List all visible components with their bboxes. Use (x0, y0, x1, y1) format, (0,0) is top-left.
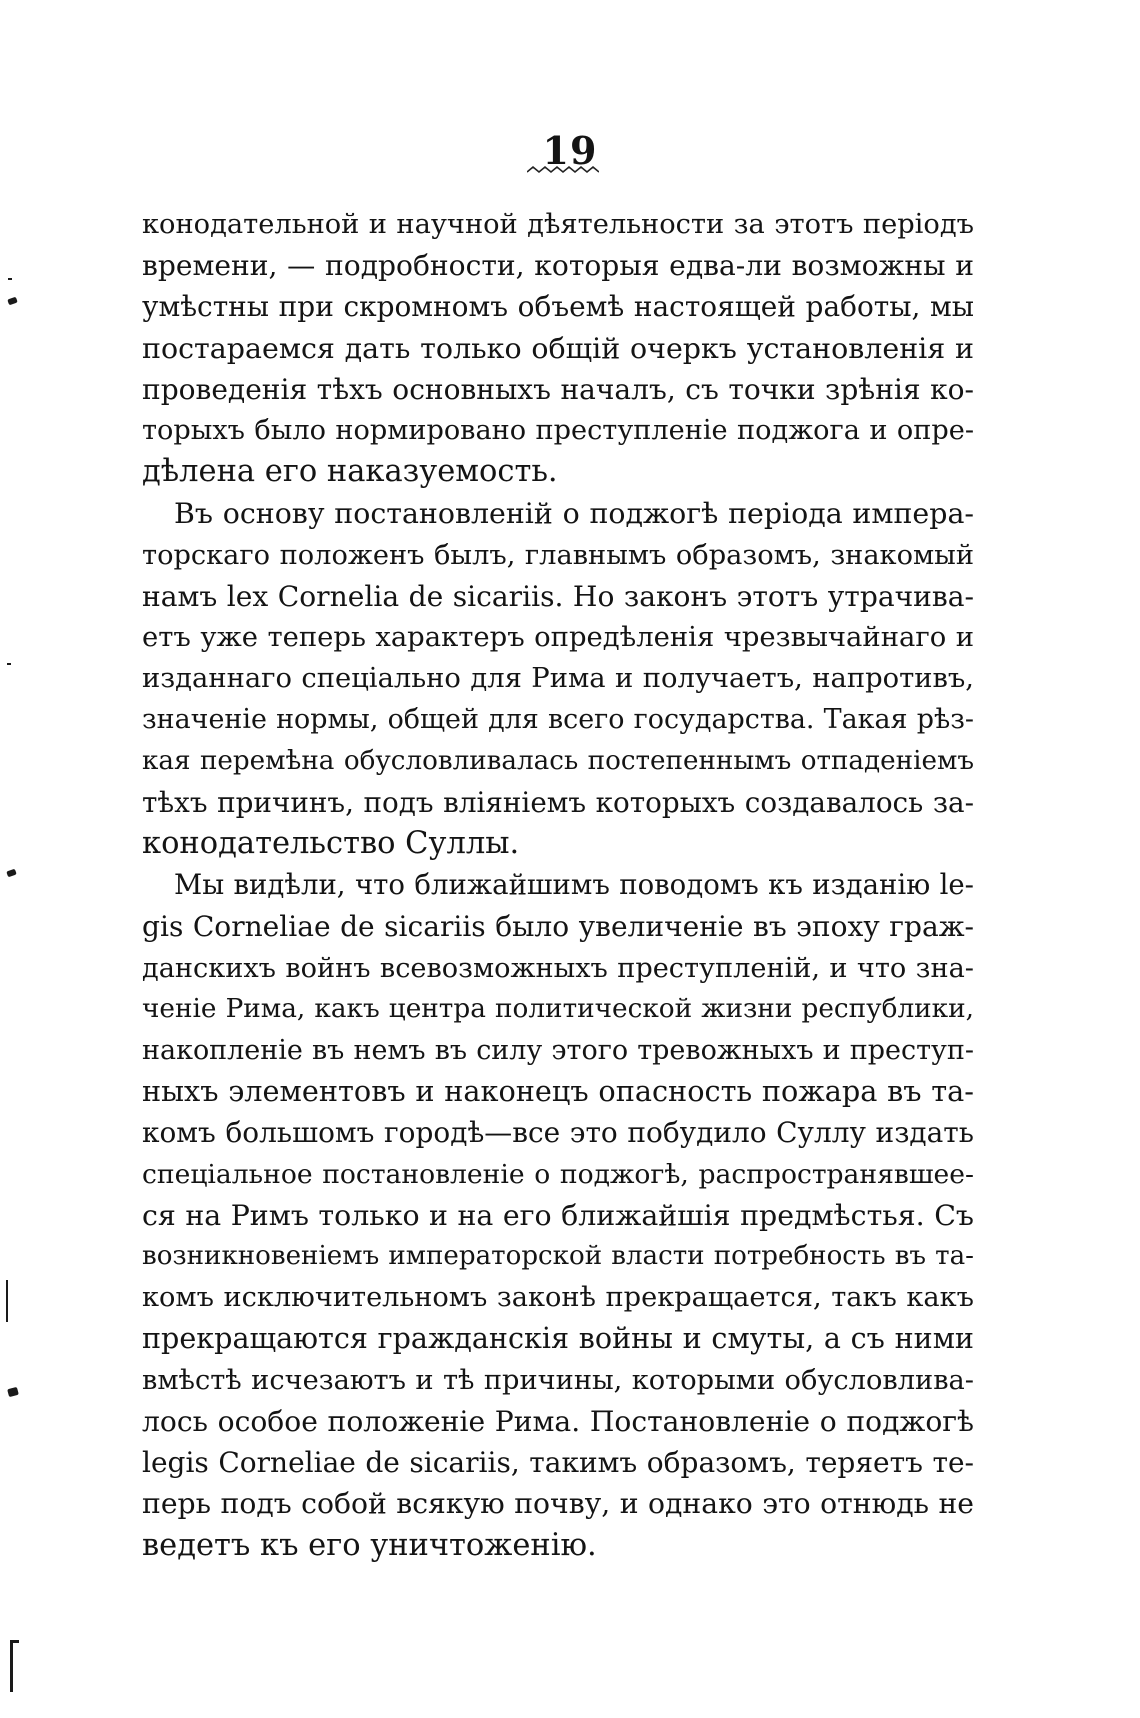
text-line: етъ уже теперь характеръ опредѣленія чрезвычайнаго и (142, 622, 974, 654)
text-line: постараемся дать только общій очеркъ установленія и (142, 331, 974, 365)
text-line: комъ исключительномъ законѣ прекращается, такъ какъ (142, 1282, 974, 1314)
text-line: умѣстны при скромномъ объемѣ настоящей работы, мы (142, 290, 974, 324)
text-body (142, 204, 974, 1567)
scan-mark (7, 297, 18, 306)
text-line: перь подъ собой всякую почву, и однако это отнюдь не (142, 1487, 974, 1521)
paragraph-2 (142, 493, 974, 864)
text-line: ченіе Рима, какъ центра политической жизни республики, (142, 993, 974, 1024)
text-line: конодательной и научной дѣятельности за этотъ періодъ (142, 209, 974, 240)
text-line: лось особое положеніе Рима. Постановленіе о поджогѣ (142, 1404, 974, 1438)
scan-mark (6, 869, 17, 878)
text-line: gis Corneliae de sicariis было увеличеніе въ эпоху граж- (142, 910, 974, 944)
text-line: проведенія тѣхъ основныхъ началъ, съ точки зрѣнія ко- (142, 372, 974, 406)
text-line: вмѣстѣ исчезаютъ и тѣ причины, которыми обусловлива- (142, 1364, 974, 1396)
text-line: Мы видѣли, что ближайшимъ поводомъ къ изданію le- (174, 869, 974, 902)
text-line: данскихъ войнъ всевозможныхъ преступленій, и что зна- (142, 952, 974, 984)
text-line: кая перемѣна обусловливалась постепеннымъ отпаденіемъ (142, 745, 974, 776)
text-line: возникновеніемъ императорской власти потребность въ та- (142, 1241, 974, 1272)
text-line: Въ основу постановленій о поджогѣ періода импера- (174, 497, 974, 531)
scan-mark (7, 663, 11, 665)
text-line: накопленіе въ немъ въ силу этого тревожныхъ и преступ- (142, 1035, 974, 1067)
text-line: намъ lex Cornelia de sicariis. Но законъ этотъ утрачива- (142, 579, 974, 613)
paragraph-1 (142, 204, 974, 492)
text-line: торскаго положенъ былъ, главнымъ образомъ, знакомый (142, 539, 974, 571)
text-line: тѣхъ причинъ, подъ вліяніемъ которыхъ создавалось за- (142, 785, 974, 819)
scan-mark (6, 1280, 8, 1322)
text-line: legis Corneliae de sicariis, такимъ образомъ, теряетъ те- (142, 1446, 974, 1480)
text-line: ныхъ элементовъ и наконецъ опасность пожара въ та- (142, 1074, 974, 1109)
text-line: прекращаются гражданскія войны и смуты, а съ ними (142, 1321, 974, 1356)
scan-mark (8, 278, 12, 280)
text-line: значеніе нормы, общей для всего государства. Такая рѣз- (142, 704, 974, 736)
page-number: 19 (542, 128, 598, 173)
text-line: дѣлена его наказуемость. (142, 454, 558, 490)
text-line: комъ большомъ городѣ—все это побудило Суллу издать (142, 1116, 974, 1150)
text-line: конодательство Суллы. (142, 826, 520, 862)
scan-mark (7, 1387, 19, 1397)
text-line: времени, — подробности, которыя едва-ли возможны и (142, 249, 974, 283)
page-number-ornament (527, 164, 599, 176)
text-line: изданнаго спеціально для Рима и получаетъ, напротивъ, (142, 663, 974, 695)
scan-mark (10, 1640, 19, 1643)
text-line: ся на Римъ только и на его ближайшія предмѣстья. Съ (142, 1198, 974, 1232)
paragraph-3 (142, 865, 974, 1565)
scan-mark (10, 1640, 13, 1692)
text-line: ведетъ къ его уничтоженію. (142, 1527, 597, 1563)
text-line: торыхъ было нормировано преступленіе поджога и опре- (142, 415, 974, 447)
text-line: спеціальное постановленіе о поджогѣ, распространявшее- (142, 1158, 974, 1190)
